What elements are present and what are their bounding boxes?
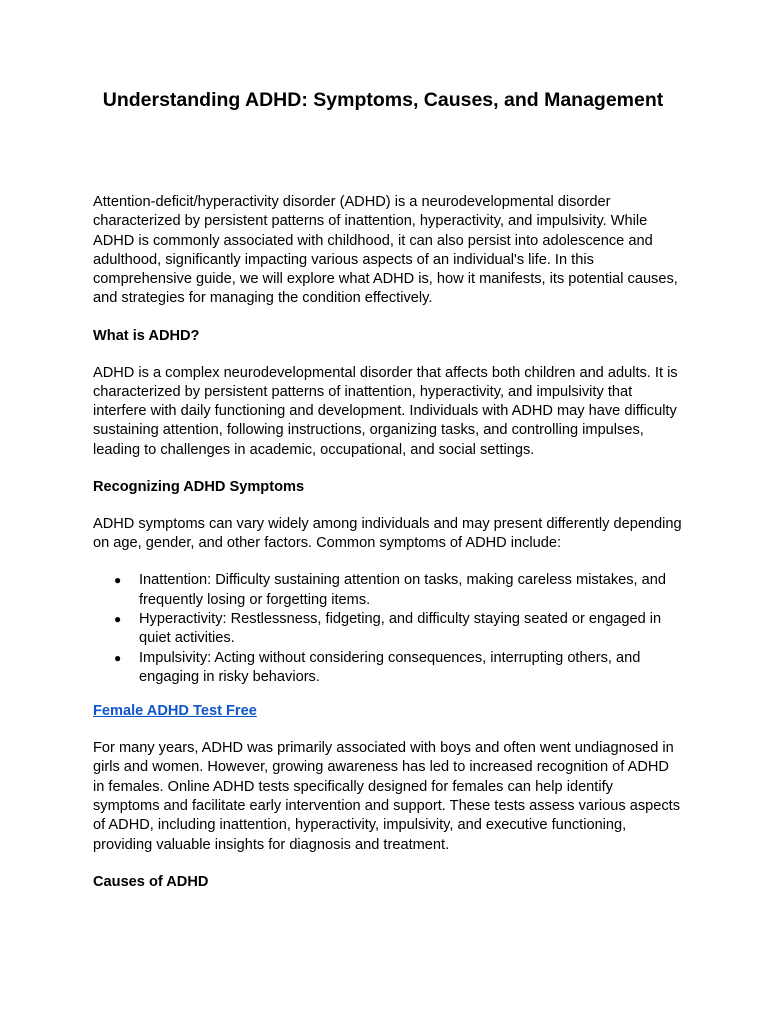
list-item [93, 571, 679, 610]
female-adhd-test-link[interactable]: Female ADHD Test Free [93, 703, 257, 720]
what-is-adhd-heading: What is ADHD? [93, 327, 200, 344]
intro-paragraph: Attention-deficit/hyperactivity disorder (ADHD) is a neurodevelopmental disorder characterized by persistent patterns of inattention, hyperactivity, and impulsivity. While ADHD is commonly associated with childhood, it can also persist into adolescence and adulthood, significantly impacting various aspects of an individual's life. In this comprehensive guide, we will explore what ADHD is, how it manifests, its potential causes, and strategies for managing the condition effectively. [93, 194, 678, 307]
list-item-text: Hyperactivity: Restlessness, fidgeting, and difficulty staying seated or engaged in quiet activities. [139, 611, 662, 647]
symptoms-heading: Recognizing ADHD Symptoms [93, 479, 305, 496]
document-title: Understanding ADHD: Symptoms, Causes, and Management [102, 89, 664, 111]
list-item-text: Impulsivity: Acting without considering consequences, interrupting others, and engaging in risky behaviors. [139, 649, 641, 685]
document-body [93, 193, 683, 910]
female-adhd-paragraph: For many years, ADHD was primarily associated with boys and often went undiagnosed in girls and women. However, growing awareness has led to increased recognition of ADHD in females. Online ADHD tests specifically designed for females can help identify symptoms and facilitate early intervention and support. These tests assess various aspects of ADHD, including inattention, hyperactivity, impulsivity, and executive functioning, providing valuable insights for diagnosis and treatment. [93, 740, 681, 853]
list-item-text: Inattention: Difficulty sustaining attention on tasks, making careless mistakes, and frequently losing or forgetting items. [139, 572, 666, 608]
bullet-icon: ● [114, 612, 122, 627]
what-is-adhd-paragraph: ADHD is a complex neurodevelopmental disorder that affects both children and adults. It is characterized by persistent patterns of inattention, hyperactivity, and impulsivity that interfere with daily functioning and development. Individuals with ADHD may have difficulty sustaining attention, following instructions, organizing tasks, and controlling impulses, leading to challenges in academic, occupational, and social settings. [93, 364, 678, 458]
list-item [93, 649, 679, 688]
bullet-icon: ● [114, 650, 122, 665]
list-item [93, 610, 679, 649]
bullet-icon: ● [114, 573, 122, 588]
symptoms-list [93, 571, 683, 687]
symptoms-paragraph: ADHD symptoms can vary widely among individuals and may present differently depending on age, gender, and other factors. Common symptoms of ADHD include: [93, 515, 682, 552]
causes-heading: Causes of ADHD [93, 873, 209, 890]
